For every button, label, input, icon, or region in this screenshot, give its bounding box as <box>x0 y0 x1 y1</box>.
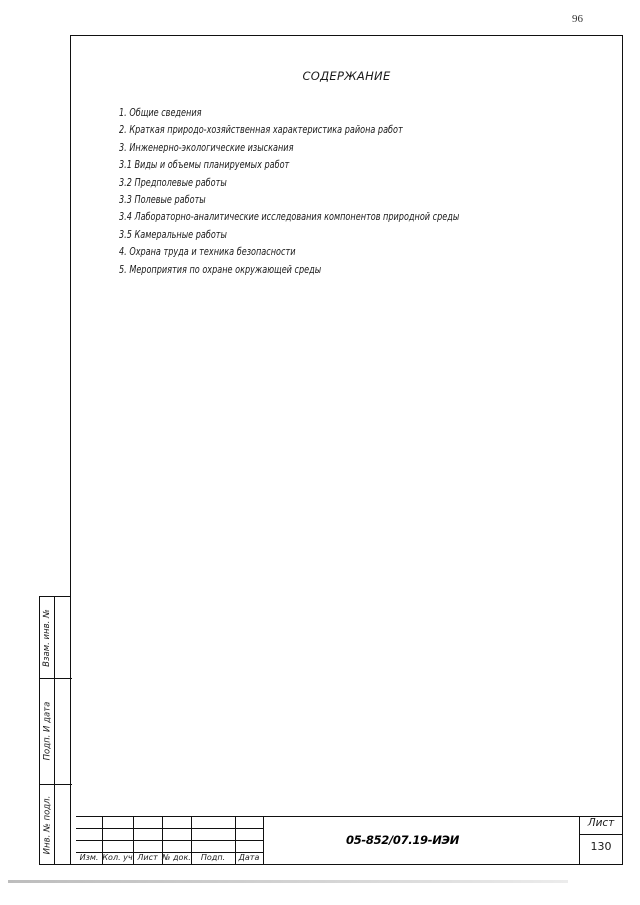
side-stamp-cell <box>40 784 54 866</box>
toc-item: 2. Краткая природо-хозяйственная характеристика района работ <box>119 123 403 137</box>
toc-item: 5. Мероприятия по охране окружающей среды <box>119 262 322 276</box>
toc-item: 3.3 Полевые работы <box>119 192 206 206</box>
title-block-caption: № док. <box>162 853 191 862</box>
sheet-number: 130 <box>590 840 612 853</box>
title-block <box>76 816 623 865</box>
toc-item: 3.1 Виды и объемы планируемых работ <box>119 158 290 172</box>
title-block-line <box>263 816 264 865</box>
title-block-caption: Подп. <box>200 853 226 862</box>
drawing-frame <box>70 35 623 865</box>
title-block-caption: Лист <box>137 853 158 862</box>
toc-item: 3.2 Предполевые работы <box>119 175 227 189</box>
page-number: 96 <box>572 13 583 25</box>
scan-edge-shadow <box>8 880 568 883</box>
page-title: СОДЕРЖАНИЕ <box>302 69 391 83</box>
toc-item: 1. Общие сведения <box>119 106 202 119</box>
sheet-label: Лист <box>587 817 615 829</box>
toc-item: 4. Охрана труда и техника безопасности <box>119 245 296 259</box>
title-block-caption: Дата <box>238 853 260 862</box>
title-block-line <box>76 816 623 817</box>
side-stamp-label: Инв. № подл. <box>42 795 52 855</box>
toc-item: 3.4 Лабораторно-аналитические исследования компонентов природной среды <box>119 210 460 224</box>
title-block-caption: Изм. <box>79 853 99 862</box>
side-stamp-label: Взам. инв. № <box>42 608 52 667</box>
side-stamp-cell <box>40 597 54 678</box>
side-stamp-divider <box>54 597 55 864</box>
side-stamp-cell <box>40 678 54 784</box>
toc-item: 3.5 Камеральные работы <box>119 227 227 241</box>
side-stamp-label: Подп. И дата <box>42 701 52 761</box>
side-stamp <box>39 596 71 865</box>
document-code: 05-852/07.19-ИЭИ <box>346 833 460 847</box>
table-of-contents <box>119 104 534 278</box>
toc-item: 3. Инженерно-экологические изыскания <box>119 140 294 154</box>
title-block-caption: Кол. уч <box>102 853 133 862</box>
title-block-line <box>579 834 623 835</box>
